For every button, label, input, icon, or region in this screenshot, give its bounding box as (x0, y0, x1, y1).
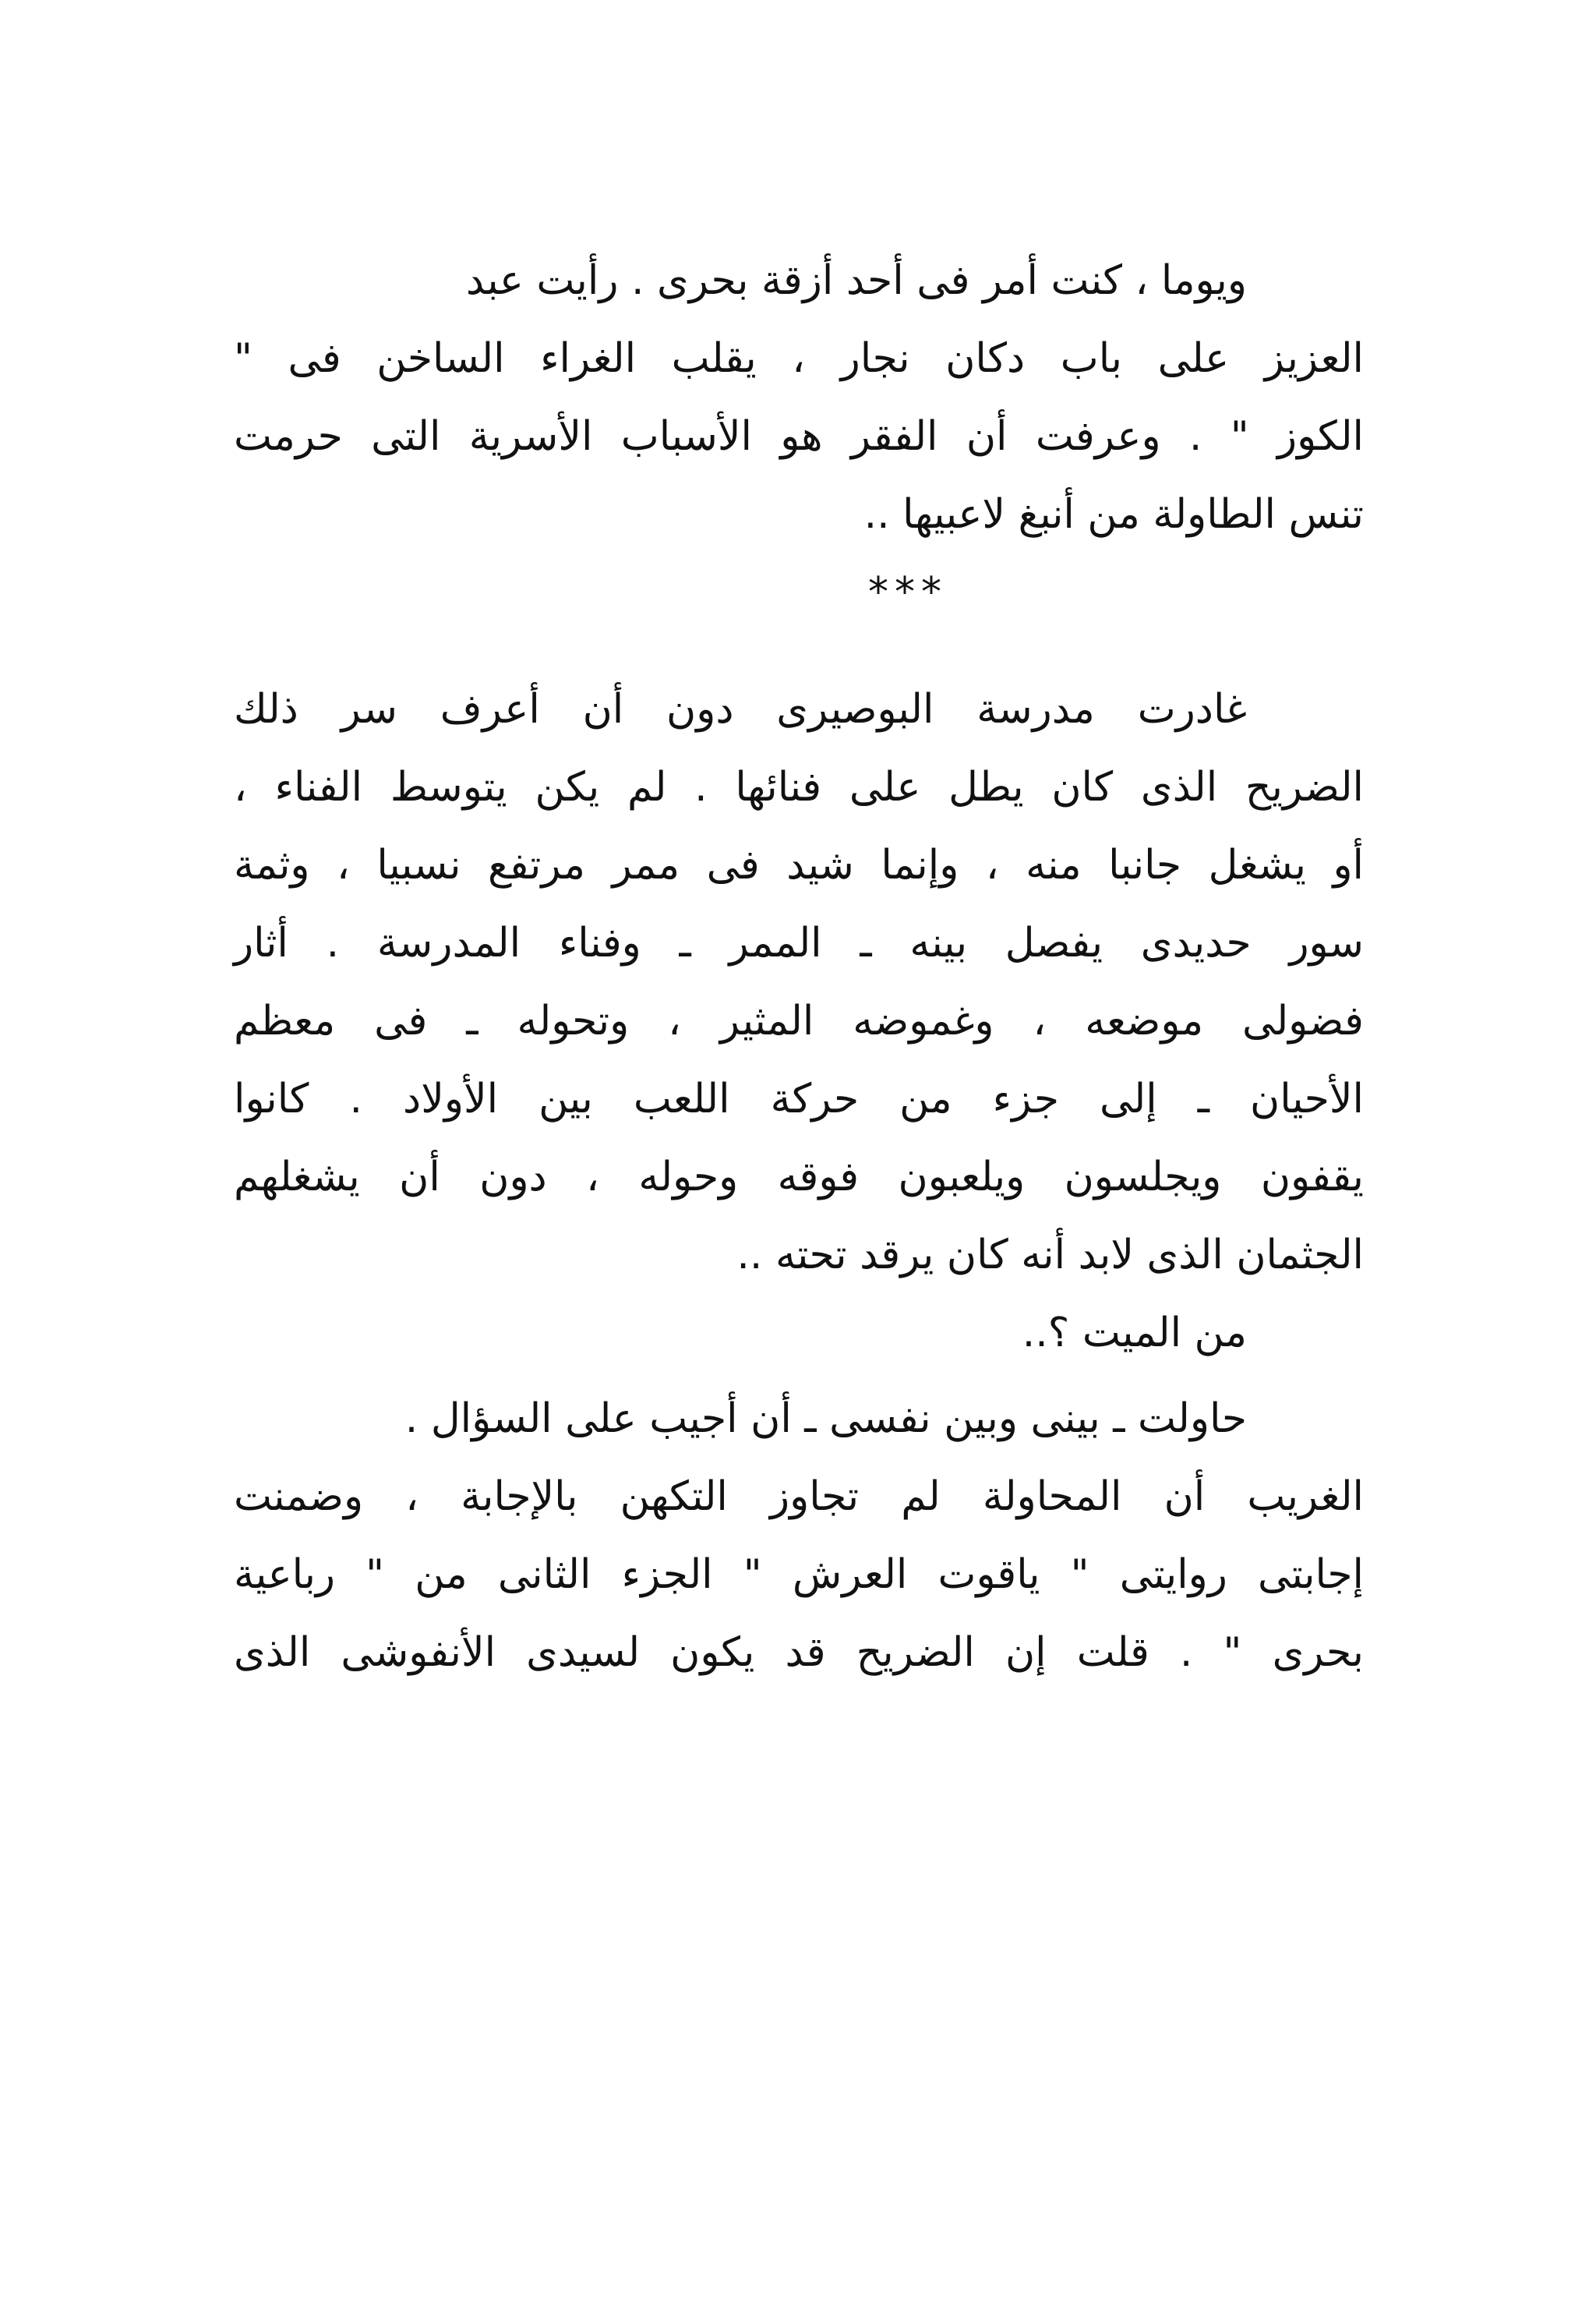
paragraph-4-line-4: بحرى " . قلت إن الضريح قد يكون لسيدى الأنفوشى الذى (234, 1629, 1364, 1676)
paragraph-3-line-1: من الميت ؟.. (1022, 1310, 1247, 1356)
paragraph-1-line-3: الكوز " . وعرفت أن الفقر هو الأسباب الأسرية التى حرمت (234, 413, 1364, 460)
paragraph-2-line-4: سور حديدى يفصل بينه ـ الممر ـ وفناء المدرسة . أثار (234, 920, 1364, 967)
paragraph-1-line-1: ويوما ، كنت أمر فى أحد أزقة بحرى . رأيت عبد (465, 257, 1247, 304)
section-separator: *** (868, 569, 948, 616)
paragraph-2-line-8: الجثمان الذى لابد أنه كان يرقد تحته .. (736, 1232, 1364, 1278)
paragraph-4-line-1: حاولت ـ بينى وبين نفسى ـ أن أجيب على السؤال . (404, 1395, 1247, 1442)
paragraph-2-line-3: أو يشغل جانبا منه ، وإنما شيد فى ممر مرتفع نسبيا ، وثمة (234, 842, 1364, 889)
paragraph-1-line-2: العزيز على باب دكان نجار ، يقلب الغراء الساخن فى " (234, 335, 1364, 382)
paragraph-4-line-3: إجابتى روايتى " ياقوت العرش " الجزء الثانى من " رباعية (234, 1551, 1364, 1598)
paragraph-2-line-5: فضولى موضعه ، وغموضه المثير ، وتحوله ـ فى معظم (234, 998, 1364, 1045)
paragraph-2-line-7: يقفون ويجلسون ويلعبون فوقه وحوله ، دون أن يشغلهم (234, 1154, 1364, 1200)
paragraph-2-line-2: الضريح الذى كان يطل على فنائها . لم يكن يتوسط الفناء ، (234, 764, 1364, 811)
paragraph-2-line-6: الأحيان ـ إلى جزء من حركة اللعب بين الأولاد . كانوا (234, 1076, 1364, 1122)
paragraph-1-line-4: تنس الطاولة من أنبغ لاعبيها .. (863, 491, 1364, 538)
paragraph-4-line-2: الغريب أن المحاولة لم تجاوز التكهن بالإجابة ، وضمنت (234, 1473, 1364, 1520)
paragraph-2-line-1: غادرت مدرسة البوصيرى دون أن أعرف سر ذلك (234, 686, 1247, 733)
